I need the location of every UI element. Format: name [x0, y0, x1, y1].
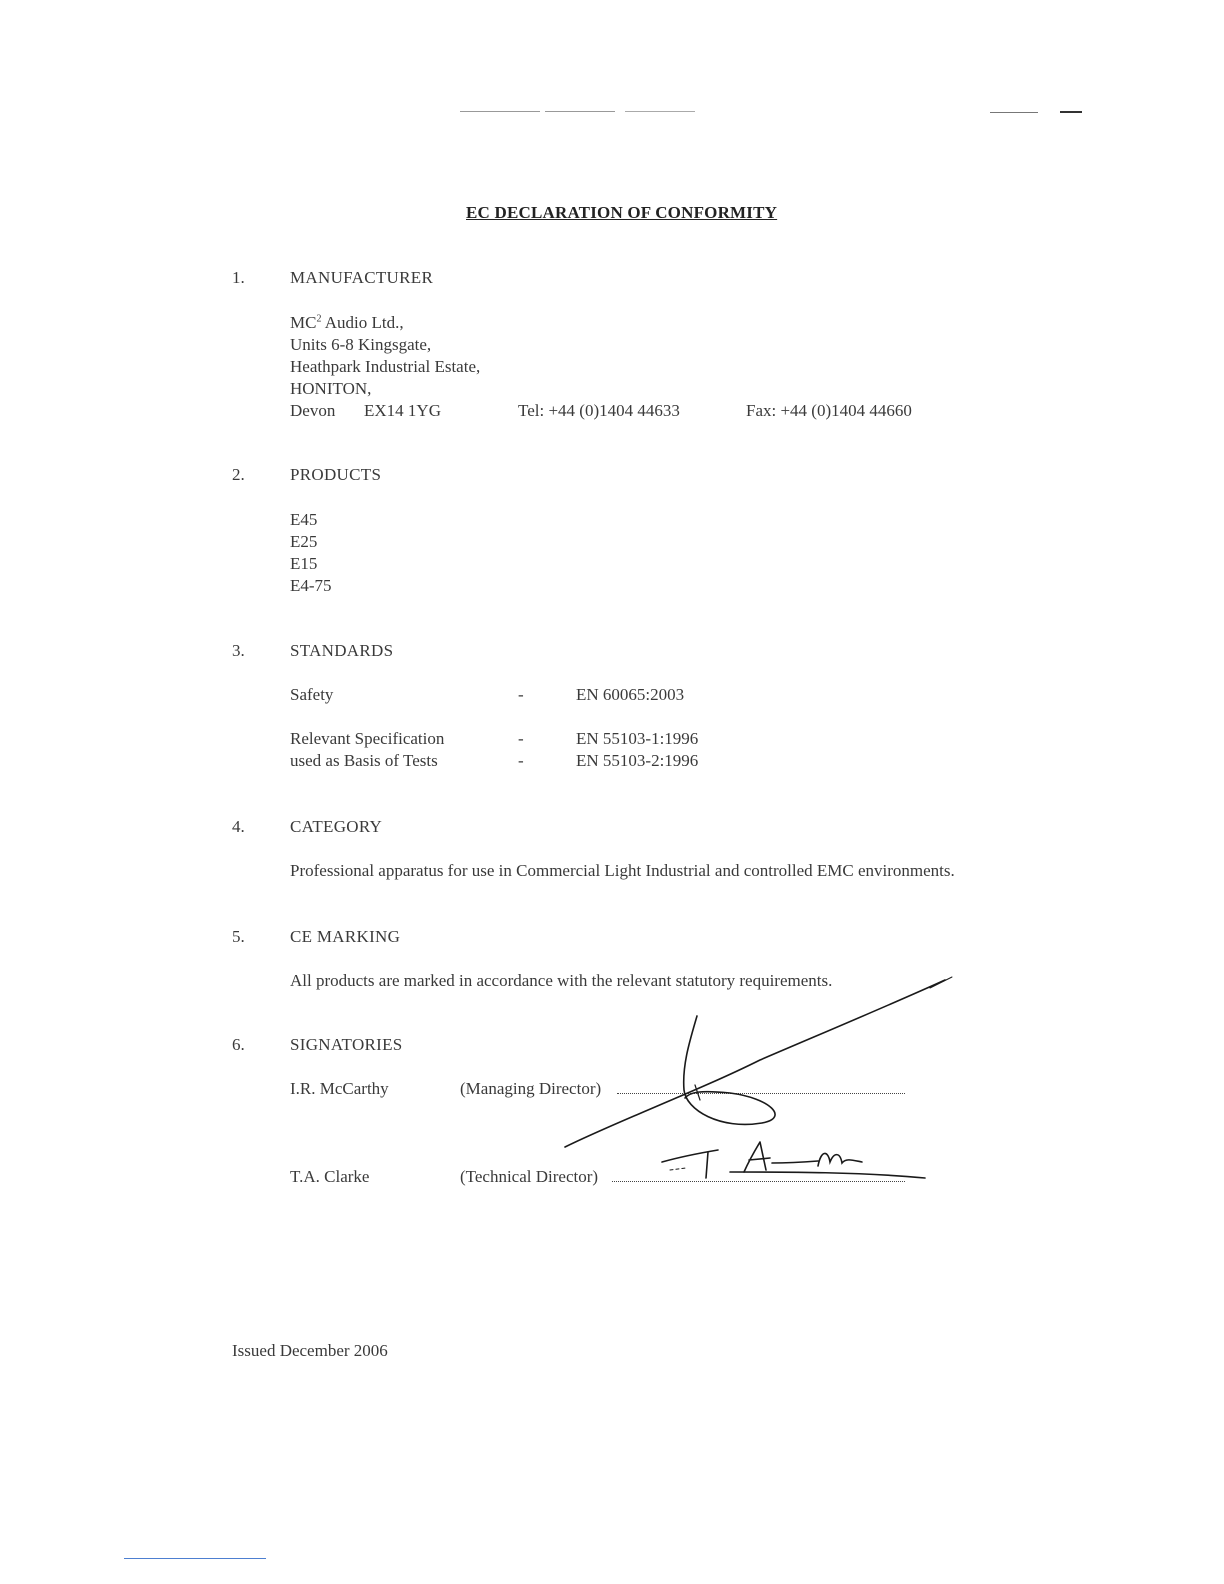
signatory-role: (Technical Director): [460, 1167, 599, 1186]
section-number: 2.: [232, 465, 245, 484]
manufacturer-tel: Tel: +44 (0)1404 44633: [518, 401, 680, 420]
section-heading-category: CATEGORY: [290, 817, 383, 836]
signatory-role: (Managing Director): [460, 1079, 602, 1098]
standard-label-safety: Safety: [290, 685, 334, 704]
section-number: 3.: [232, 641, 245, 660]
category-text: Professional apparatus for use in Commercial Light Industrial and controlled EMC environments.: [290, 861, 955, 880]
signatory-name: I.R. McCarthy: [290, 1079, 389, 1098]
manufacturer-name: $MC^2$ Audio Ltd.,: [290, 313, 404, 332]
manufacturer-county: Devon: [290, 401, 336, 420]
standard-dash: -: [518, 751, 524, 770]
product-item: E45: [290, 510, 318, 529]
standard-dash: -: [518, 729, 524, 748]
manufacturer-address-line: Heathpark Industrial Estate,: [290, 357, 481, 376]
manufacturer-address-line: Units 6-8 Kingsgate,: [290, 335, 432, 354]
section-number: 5.: [232, 927, 245, 946]
standard-value-spec: EN 55103-2:1996: [576, 751, 699, 770]
standard-dash: -: [518, 685, 524, 704]
manufacturer-city: HONITON,: [290, 379, 372, 398]
product-item: E25: [290, 532, 318, 551]
manufacturer-postcode: EX14 1YG: [364, 401, 441, 420]
standard-value-safety: EN 60065:2003: [576, 685, 685, 704]
ce-marking-text: All products are marked in accordance with the relevant statutory requirements.: [290, 971, 833, 990]
section-heading-ce-marking: CE MARKING: [290, 927, 401, 946]
section-number: 1.: [232, 268, 245, 287]
manufacturer-fax: Fax: +44 (0)1404 44660: [746, 401, 912, 420]
issued-date: Issued December 2006: [232, 1341, 388, 1360]
product-item: E15: [290, 554, 318, 573]
product-item: E4-75: [290, 576, 332, 595]
standard-label-spec: used as Basis of Tests: [290, 751, 438, 770]
section-heading-products: PRODUCTS: [290, 465, 382, 484]
section-heading-signatories: SIGNATORIES: [290, 1035, 403, 1054]
section-number: 6.: [232, 1035, 245, 1054]
standard-value-spec: EN 55103-1:1996: [576, 729, 699, 748]
signatory-name: T.A. Clarke: [290, 1167, 370, 1186]
standard-label-spec: Relevant Specification: [290, 729, 445, 748]
document-title: EC DECLARATION OF CONFORMITY: [466, 203, 778, 222]
section-number: 4.: [232, 817, 245, 836]
scan-artifact-line: [124, 1558, 266, 1559]
section-heading-manufacturer: MANUFACTURER: [290, 268, 434, 287]
section-heading-standards: STANDARDS: [290, 641, 394, 660]
